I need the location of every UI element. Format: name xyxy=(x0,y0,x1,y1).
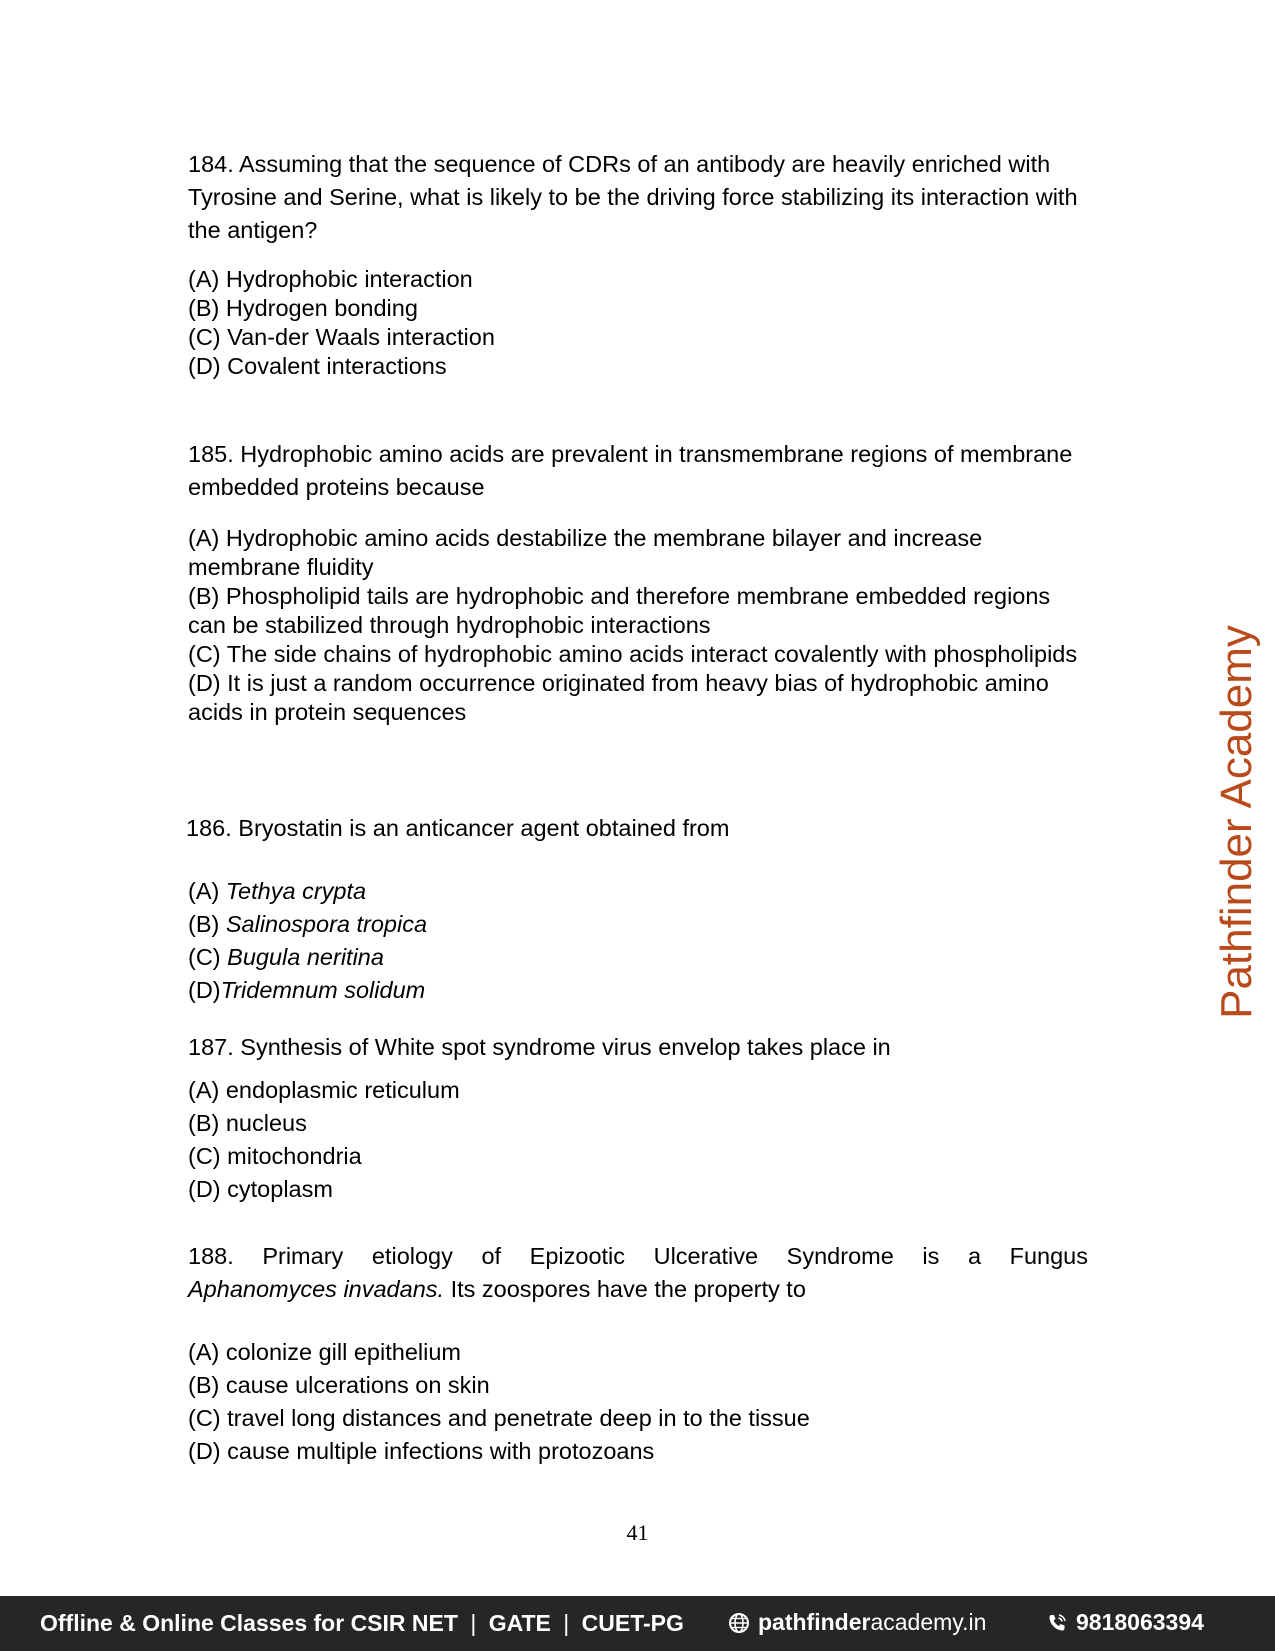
question-188 xyxy=(188,1240,1088,1468)
stem-rest: Its zoospores have the property to xyxy=(444,1276,806,1302)
footer-phone[interactable] xyxy=(1046,1609,1204,1636)
website-light: academy.in xyxy=(870,1609,987,1635)
tagline-gate: GATE xyxy=(488,1610,551,1636)
separator: | xyxy=(470,1610,477,1636)
option-c xyxy=(188,941,1086,974)
tagline-cuet: CUET-PG xyxy=(581,1610,684,1636)
option-text: Tridemnum solidum xyxy=(220,977,426,1003)
option-d: (D) It is just a random occurrence originated from heavy bias of hydrophobic amino acids in protein sequences xyxy=(188,670,1049,725)
question-stem-continued xyxy=(188,1273,1088,1306)
option-d xyxy=(188,974,1086,1007)
option-text: Tethya crypta xyxy=(225,878,367,904)
separator: | xyxy=(563,1610,570,1636)
option-b xyxy=(188,908,1086,941)
phone-icon xyxy=(1046,1612,1068,1634)
question-stem: 184. Assuming that the sequence of CDRs of an antibody are heavily enriched with Tyrosine and Serine, what is likely to be the driving force stabilizing its interaction with the antigen? xyxy=(188,151,1078,243)
option-a: (A) endoplasmic reticulum xyxy=(188,1077,460,1103)
option-c: (C) Van-der Waals interaction xyxy=(188,324,495,350)
tagline-courses: Offline & Online Classes for CSIR NET xyxy=(40,1610,458,1636)
option-d: (D) cytoplasm xyxy=(188,1176,333,1202)
page-number: 41 xyxy=(626,1520,649,1545)
option-label: (B) xyxy=(188,911,226,937)
question-187 xyxy=(188,1031,1088,1206)
option-c: (C) The side chains of hydrophobic amino acids interact covalently with phospholipids xyxy=(188,641,1078,667)
question-186 xyxy=(186,812,1086,1007)
option-list xyxy=(188,265,1088,381)
option-b: (B) cause ulcerations on skin xyxy=(188,1372,490,1398)
question-stem: 186. Bryostatin is an anticancer agent obtained from xyxy=(186,815,730,841)
phone-number: 9818063394 xyxy=(1076,1609,1204,1635)
footer-bar xyxy=(0,1596,1275,1651)
option-label: (C) xyxy=(188,944,228,970)
option-c: (C) travel long distances and penetrate deep in to the tissue xyxy=(188,1405,810,1431)
question-stem: 185. Hydrophobic amino acids are prevalent in transmembrane regions of membrane embedded proteins because xyxy=(188,441,1073,500)
question-185 xyxy=(188,438,1088,727)
option-list xyxy=(188,524,1088,727)
option-label: (D) xyxy=(188,977,221,1003)
option-list xyxy=(188,875,1086,1007)
option-d: (D) cause multiple infections with protozoans xyxy=(188,1438,655,1464)
question-184 xyxy=(188,148,1088,381)
option-b: (B) nucleus xyxy=(188,1110,307,1136)
option-text: Bugula neritina xyxy=(227,944,384,970)
question-stem: 187. Synthesis of White spot syndrome virus envelop takes place in xyxy=(188,1034,891,1060)
globe-icon xyxy=(728,1612,750,1634)
watermark: Pathfinder Academy xyxy=(1212,625,1261,1019)
option-b: (B) Hydrogen bonding xyxy=(188,295,418,321)
option-a: (A) colonize gill epithelium xyxy=(188,1339,461,1365)
species-name: Aphanomyces invadans. xyxy=(188,1276,445,1302)
question-stem: 188. Primary etiology of Epizootic Ulcerative Syndrome is a Fungus xyxy=(188,1243,1088,1269)
option-a xyxy=(188,875,1086,908)
footer-website[interactable] xyxy=(728,1609,986,1636)
option-a: (A) Hydrophobic interaction xyxy=(188,266,473,292)
option-d: (D) Covalent interactions xyxy=(188,353,447,379)
option-a: (A) Hydrophobic amino acids destabilize the membrane bilayer and increase membrane fluidity xyxy=(188,525,983,580)
option-label: (A) xyxy=(188,878,226,904)
website-bold: pathfinder xyxy=(758,1609,871,1635)
option-text: Salinospora tropica xyxy=(225,911,428,937)
option-c: (C) mitochondria xyxy=(188,1143,362,1169)
option-list xyxy=(188,1074,1088,1206)
option-list xyxy=(188,1336,1088,1468)
footer-tagline xyxy=(40,1610,684,1637)
option-b: (B) Phospholipid tails are hydrophobic and therefore membrane embedded regions can be stabilized through hydrophobic interactions xyxy=(188,583,1051,638)
